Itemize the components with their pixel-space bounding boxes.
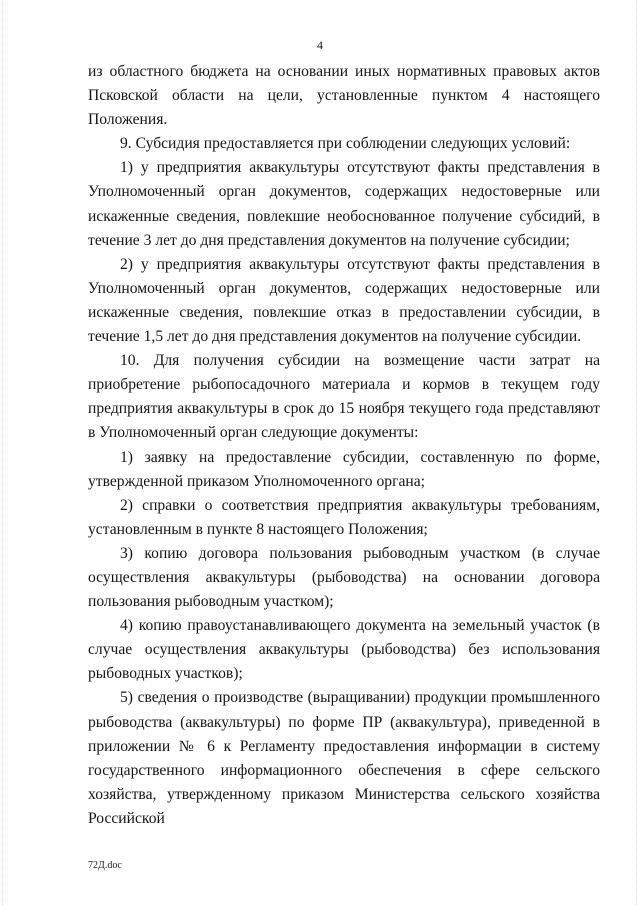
paragraph: 4) копию правоустанавливающего документа на земельный участок (в случае осуществления аквакультуры (рыбоводства) без использования рыбоводных участков); [88,617,600,683]
paragraph: 10. Для получения субсидии на возмещение части затрат на приобретение рыбопосадочного материала и кормов в текущем году предприятия аквакультуры в срок до 15 ноября текущего года представляют в Уполномоченный орган следующие документы: [88,352,600,442]
paragraph: 1) заявку на предоставление субсидии, составленную по форме, утвержденной приказом Уполномоченного органа; [88,448,600,490]
scan-edge-right [636,0,638,905]
document-body [88,60,600,831]
scan-edge-left [2,0,4,905]
paragraph: из областного бюджета на основании иных нормативных правовых актов Псковской области на цели, установленные пунктом 4 настоящего Положения. [88,63,600,129]
paragraph: 2) справки о соответствия предприятия аквакультуры требованиям, установленным в пункте 8 настоящего Положения; [88,496,600,538]
footer-filename: 72Д.doc [88,860,122,871]
page-number: 4 [317,38,323,52]
paragraph: 1) у предприятия аквакультуры отсутствуют факты представления в Уполномоченный орган документов, содержащих недостоверные или искаженные сведения, повлекшие необоснованное получение субсидий, в течение 3 лет до дня представления документов на получение субсидии; [88,159,600,249]
paragraph: 5) сведения о производстве (выращивании) продукции промышленного рыбоводства (аквакультуры) по форме ПР (аквакультура), приведенной в приложении № 6 к Регламенту предоставления информации в систему государственного информационного обеспечения в сфере сельского хозяйства, утвержденному приказом Министерства сельского хозяйства Российской [88,689,600,827]
paragraph: 9. Субсидия предоставляется при соблюдении следующих условий: [120,135,571,153]
paragraph: 2) у предприятия аквакультуры отсутствуют факты представления в Уполномоченный орган документов, содержащих недостоверные или искаженные сведения, повлекшие отказ в предоставлении субсидии, в течение 1,5 лет до дня представления документов на получение субсидии. [88,255,600,346]
paragraph: 3) копию договора пользования рыбоводным участком (в случае осуществления аквакультуры (рыбоводства) на основании договора пользования рыбоводным участком); [88,544,600,611]
